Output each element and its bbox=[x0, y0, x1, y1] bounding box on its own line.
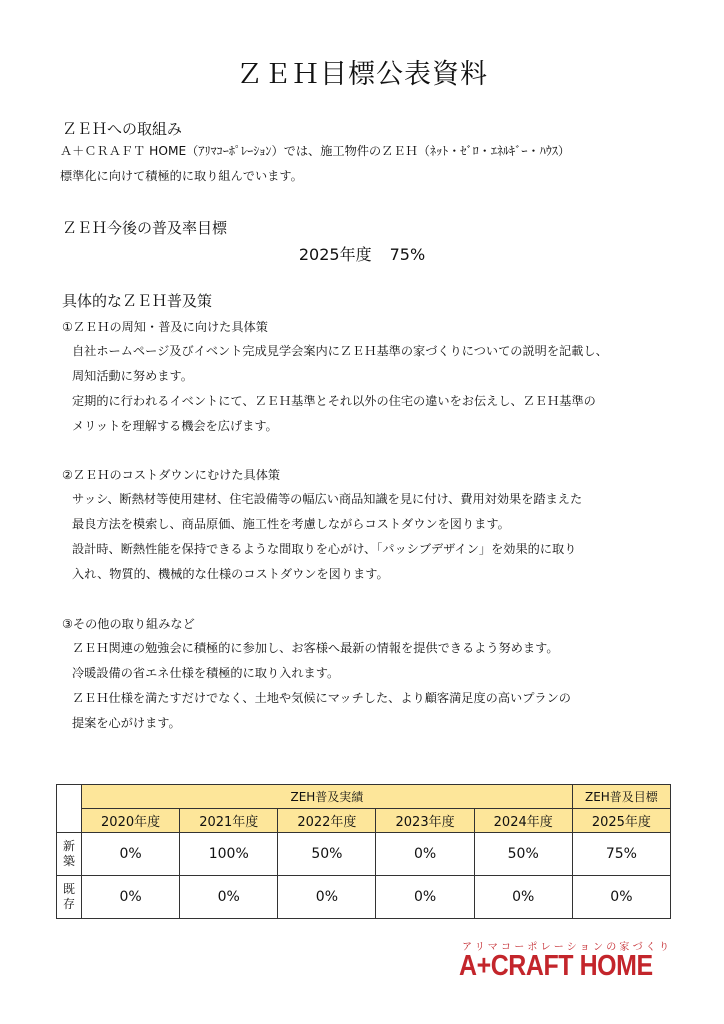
table-cell: 50% bbox=[474, 833, 572, 876]
measure-1-title: ①ＺＥＨの周知・普及に向けた具体策 bbox=[62, 320, 268, 334]
measure-1-line-4: メリットを理解する機会を広げます。 bbox=[72, 419, 278, 433]
section-heading-measures: 具体的なＺＥＨ普及策 bbox=[62, 292, 213, 310]
corner-cell bbox=[57, 785, 82, 833]
table-cell: 0% bbox=[376, 833, 474, 876]
measure-2-title: ②ＺＥＨのコストダウンにむけた具体策 bbox=[62, 468, 281, 482]
table-cell: 0% bbox=[474, 876, 572, 919]
measure-1-line-3: 定期的に行われるイベントにて、ＺＥＨ基準とそれ以外の住宅の違いをお伝えし、ＺＥＨ基準の bbox=[72, 394, 596, 408]
page-title: ＺＥＨ目標公表資料 bbox=[236, 59, 488, 90]
initiative-line-2: 標準化に向けて積極的に取り組んでいます。 bbox=[60, 169, 303, 183]
row-label-char: 新 bbox=[62, 839, 75, 853]
table-cell: 0% bbox=[180, 876, 278, 919]
year-header: 2021年度 bbox=[180, 809, 278, 833]
table-cell: 0% bbox=[572, 876, 670, 919]
measure-2-line-3: 設計時、断熱性能を保持できるような間取りを心がけ、「パッシブデザイン」を効果的に取り bbox=[72, 542, 577, 556]
year-header: 2025年度 bbox=[572, 809, 670, 833]
row-label-char: 既 bbox=[62, 882, 75, 896]
target-rate bbox=[0, 242, 724, 265]
year-header: 2024年度 bbox=[474, 809, 572, 833]
target-percentage: 75% bbox=[389, 245, 426, 264]
table-cell: 50% bbox=[278, 833, 376, 876]
zeh-table bbox=[56, 784, 671, 919]
table-cell: 0% bbox=[82, 876, 180, 919]
table-row bbox=[57, 833, 671, 876]
measure-3-line-4: 提案を心がけます。 bbox=[72, 716, 181, 730]
year-header: 2022年度 bbox=[278, 809, 376, 833]
table-cell: 0% bbox=[376, 876, 474, 919]
measure-3-line-2: 冷暖設備の省エネ仕様を積極的に取り入れます。 bbox=[72, 666, 340, 680]
measure-3-line-3: ＺＥＨ仕様を満たすだけでなく、土地や気候にマッチした、より顧客満足度の高いプランの bbox=[72, 691, 571, 705]
actual-header: ZEH普及実績 bbox=[82, 785, 573, 809]
target-header: ZEH普及目標 bbox=[572, 785, 670, 809]
measure-3-line-1: ＺＥＨ関連の勉強会に積極的に参加し、お客様へ最新の情報を提供できるよう努めます。 bbox=[72, 641, 559, 655]
row-label-char: 存 bbox=[62, 897, 75, 911]
row-label-char: 築 bbox=[62, 854, 75, 868]
section-heading-target: ＺＥＨ今後の普及率目標 bbox=[62, 219, 228, 237]
measure-2-line-4: 入れ、物質的、機械的な仕様のコストダウンを図ります。 bbox=[72, 567, 389, 581]
table-cell: 100% bbox=[180, 833, 278, 876]
logo-tagline: アリマコーポレーションの家づくり bbox=[462, 942, 673, 953]
table-cell: 75% bbox=[572, 833, 670, 876]
year-header: 2020年度 bbox=[82, 809, 180, 833]
table-row bbox=[57, 876, 671, 919]
year-header: 2023年度 bbox=[376, 809, 474, 833]
row-label-new bbox=[57, 833, 82, 876]
company-logo: A+CRAFT HOME bbox=[459, 950, 653, 982]
measure-2-line-1: サッシ、断熱材等使用建材、住宅設備等の幅広い商品知識を見に付け、費用対効果を踏まえた bbox=[72, 492, 583, 506]
section-heading-initiative: ＺＥＨへの取組み bbox=[62, 120, 183, 138]
measure-2-line-2: 最良方法を模索し、商品原価、施工性を考慮しながらコストダウンを図ります。 bbox=[72, 517, 510, 531]
table-cell: 0% bbox=[278, 876, 376, 919]
target-year: 2025年度 bbox=[298, 245, 372, 264]
table-cell: 0% bbox=[82, 833, 180, 876]
row-label-existing bbox=[57, 876, 82, 919]
initiative-line-1: Ａ＋ＣＲＡＦＴ HOME（ｱﾘﾏｺｰﾎﾟﾚｰｼｮﾝ）では、施工物件のＺＥＨ（ﾈｯﾄ・ｾﾞﾛ・ｴﾈﾙｷﾞｰ・ﾊｳｽ） bbox=[60, 144, 571, 158]
measure-1-line-1: 自社ホームページ及びイベント完成見学会案内にＺＥＨ基準の家づくりについての説明を記載し、 bbox=[72, 344, 608, 358]
measure-3-title: ③その他の取り組みなど bbox=[62, 617, 195, 631]
measure-1-line-2: 周知活動に努めます。 bbox=[72, 369, 193, 383]
